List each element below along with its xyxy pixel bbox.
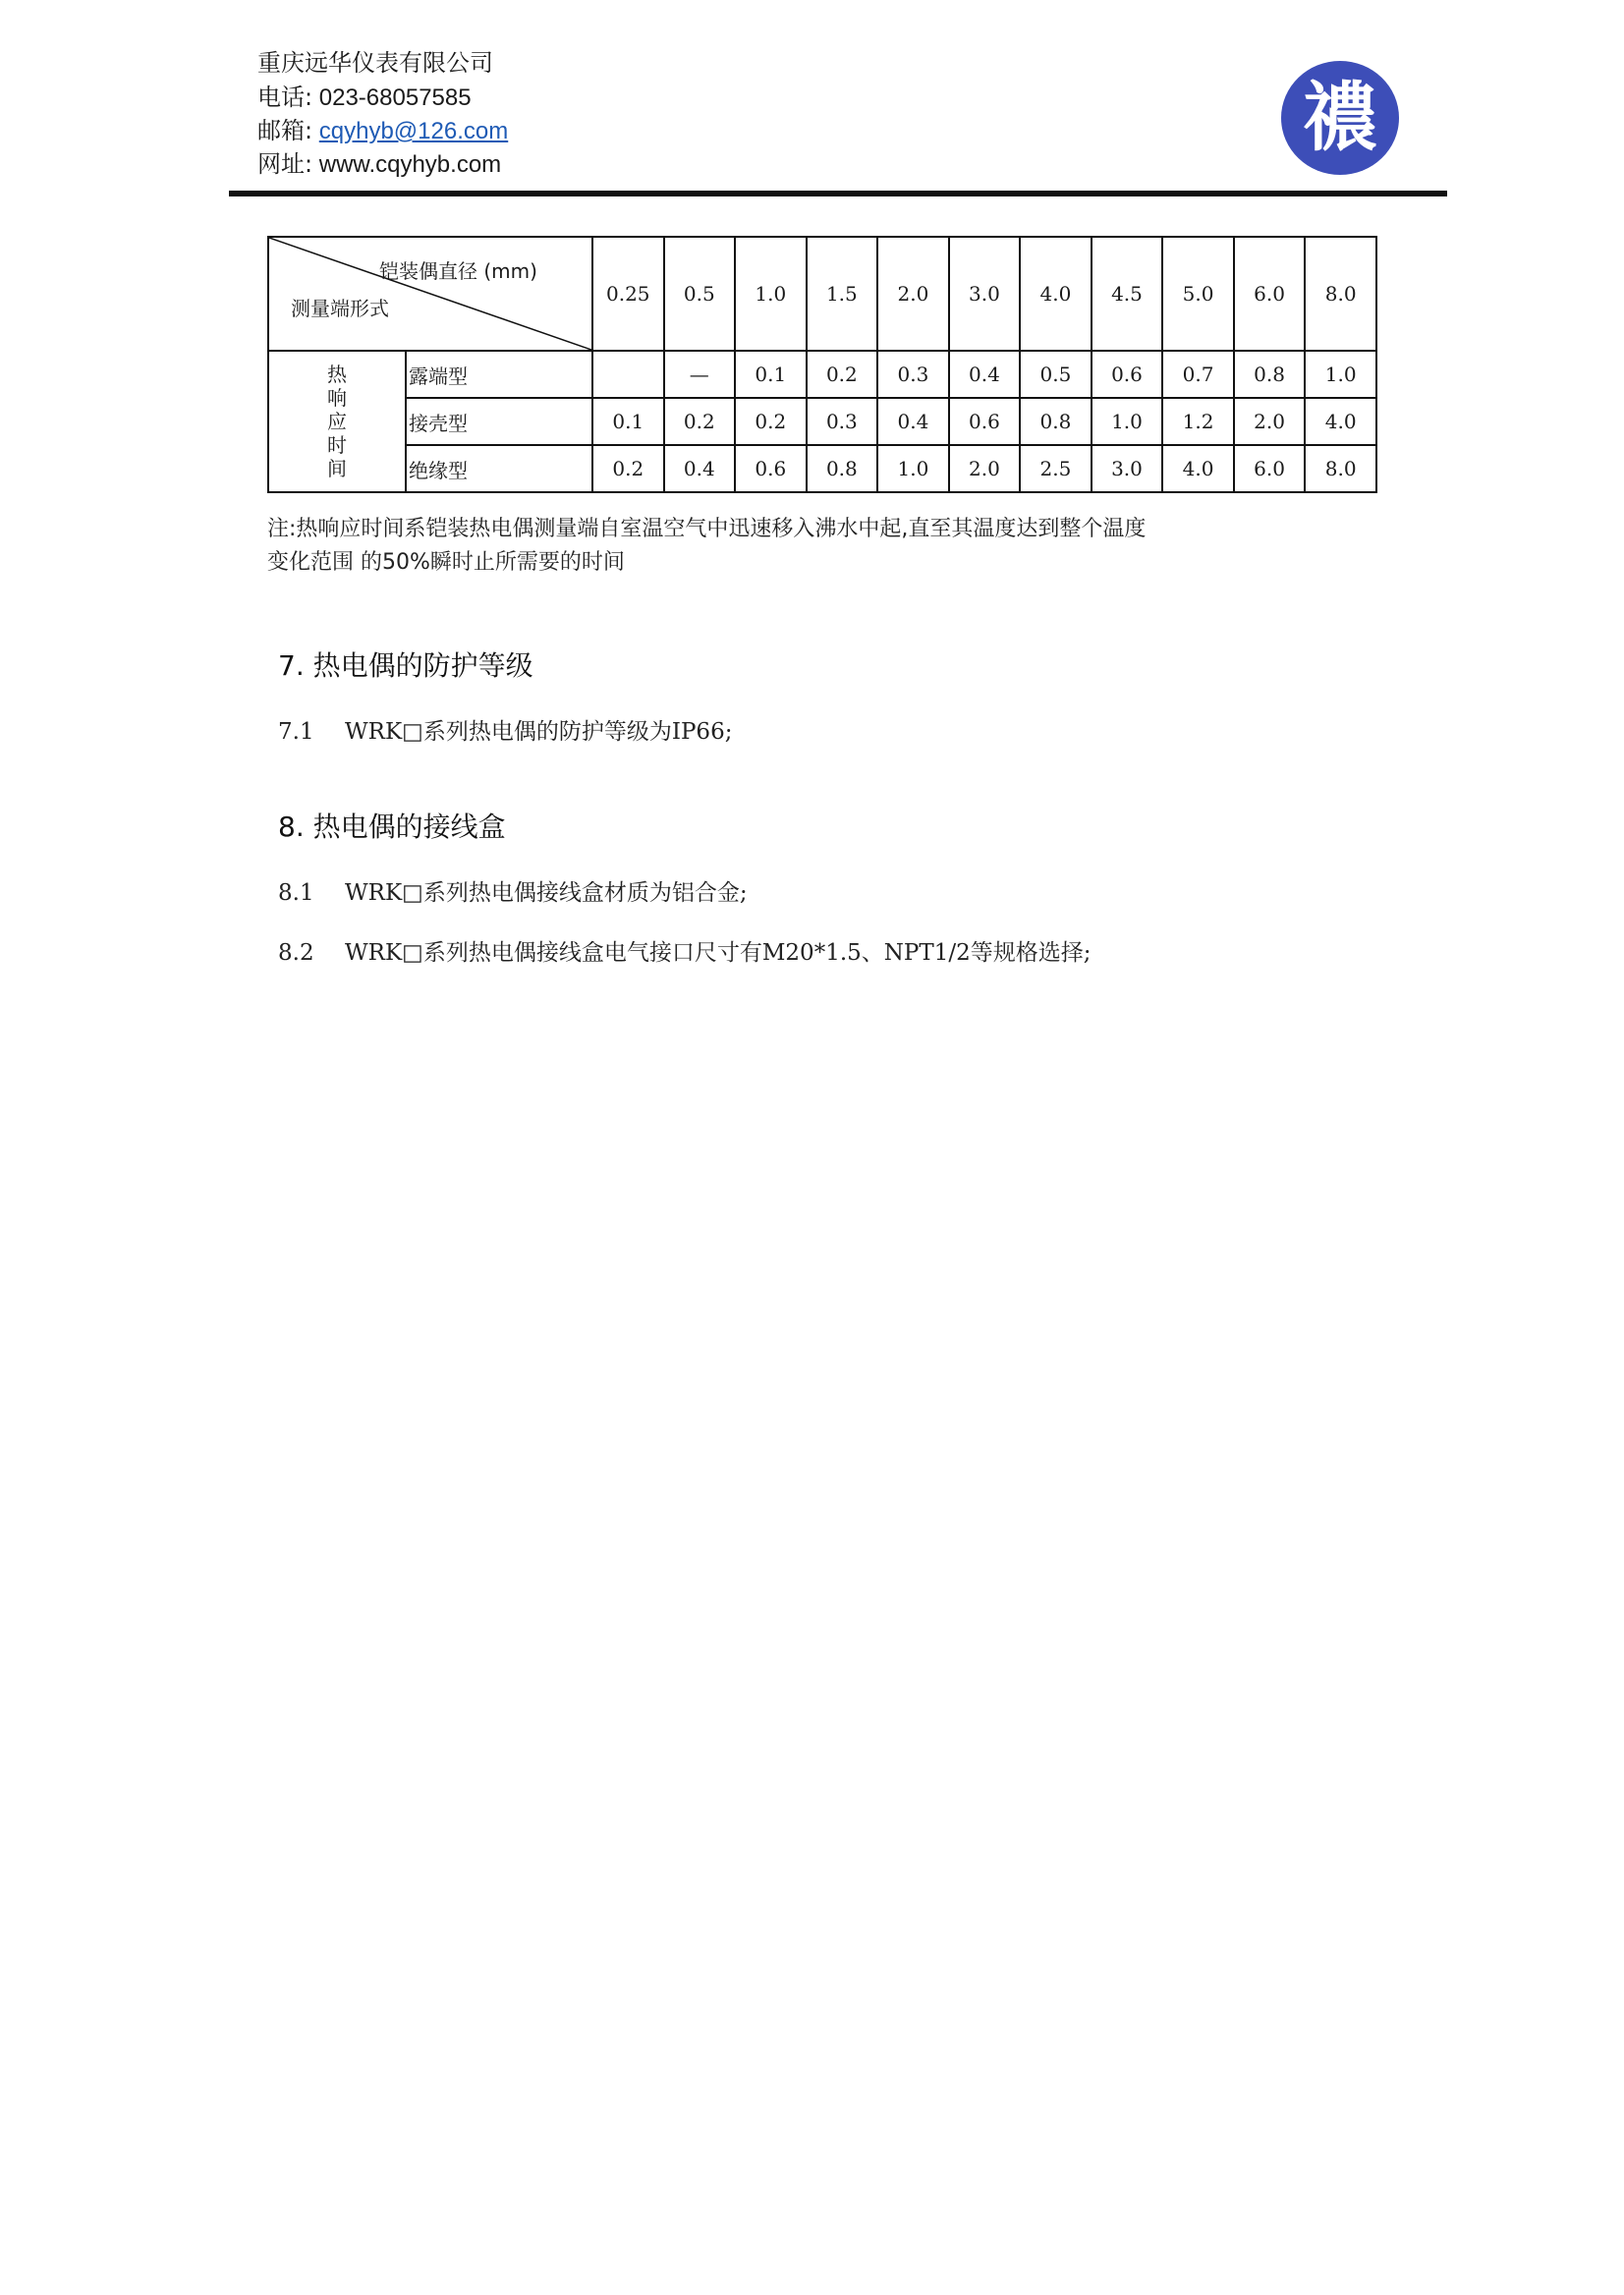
- web-line: [257, 147, 508, 181]
- value-cell: 0.2: [735, 398, 807, 445]
- value-cell: 3.0: [1092, 445, 1163, 492]
- value-cell: 0.8: [1020, 398, 1092, 445]
- value-cell: 6.0: [1234, 445, 1306, 492]
- value-cell: 8.0: [1305, 445, 1376, 492]
- web-label: 网址:: [257, 150, 313, 178]
- diameter-cell: 2.0: [877, 237, 949, 351]
- side-label-char: 响: [327, 386, 347, 410]
- email-link[interactable]: cqyhyb@126.com: [318, 118, 509, 144]
- value-cell: 0.4: [949, 351, 1021, 398]
- diameter-cell: 1.5: [807, 237, 878, 351]
- response-time-side-label: [268, 351, 406, 492]
- response-time-table: [267, 236, 1377, 493]
- side-label-char: 间: [327, 457, 347, 480]
- phone-label: 电话:: [257, 84, 313, 111]
- diameter-cell: 1.0: [735, 237, 807, 351]
- value-cell: 0.3: [877, 351, 949, 398]
- item-number: 8.1: [278, 880, 314, 906]
- diameter-cell: 3.0: [949, 237, 1021, 351]
- company-header: [257, 47, 508, 181]
- value-cell: 0.6: [1092, 351, 1163, 398]
- end-type-cell: 露端型: [406, 351, 592, 398]
- section-8-item: [278, 874, 748, 907]
- note-line: 注:热响应时间系铠装热电偶测量端自室温空气中迅速移入沸水中起,直至其温度达到整个温度: [267, 517, 1147, 541]
- side-label-char: 时: [327, 433, 347, 457]
- note-line: 变化范围 的50%瞬时止所需要的时间: [267, 550, 625, 575]
- value-cell: 0.2: [664, 398, 736, 445]
- section-8-heading: 8. 热电偶的接线盒: [278, 811, 506, 843]
- item-number: 7.1: [278, 719, 314, 745]
- side-label-char: 应: [327, 410, 347, 433]
- value-cell: 0.5: [1020, 351, 1092, 398]
- diameter-cell: 0.25: [592, 237, 664, 351]
- value-cell: 0.4: [877, 398, 949, 445]
- diameter-cell: 8.0: [1305, 237, 1376, 351]
- value-cell: 0.2: [592, 445, 664, 492]
- table-row: [268, 445, 1376, 492]
- value-cell: 0.3: [807, 398, 878, 445]
- table-note: [267, 513, 1387, 580]
- value-cell: 0.7: [1162, 351, 1234, 398]
- value-cell: 0.6: [949, 398, 1021, 445]
- table-header-row: [268, 237, 1376, 351]
- value-cell: 0.1: [735, 351, 807, 398]
- end-type-header-label: 测量端形式: [291, 297, 389, 320]
- item-text: WRK□系列热电偶接线盒电气接口尺寸有M20*1.5、NPT1/2等规格选择;: [345, 940, 1092, 966]
- phone-line: [257, 81, 508, 114]
- corner-header-cell: [268, 237, 592, 351]
- diameter-cell: 6.0: [1234, 237, 1306, 351]
- end-type-cell: 绝缘型: [406, 445, 592, 492]
- value-cell: 1.0: [1305, 351, 1376, 398]
- diameter-cell: 4.5: [1092, 237, 1163, 351]
- item-number: 8.2: [278, 940, 314, 966]
- value-cell: —: [664, 351, 736, 398]
- value-cell: 4.0: [1162, 445, 1234, 492]
- value-cell: 0.1: [592, 398, 664, 445]
- value-cell: 2.0: [1234, 398, 1306, 445]
- diameter-header-label: 铠装偶直径 (mm): [379, 259, 537, 283]
- value-cell: 1.0: [1092, 398, 1163, 445]
- diameter-cell: 4.0: [1020, 237, 1092, 351]
- logo-glyph: 禯: [1303, 74, 1377, 161]
- value-cell: 0.8: [807, 445, 878, 492]
- phone-number: 023-68057585: [318, 84, 472, 111]
- header-divider: [229, 191, 1447, 196]
- value-cell: [592, 351, 664, 398]
- side-label-char: 热: [327, 363, 347, 386]
- diameter-cell: 5.0: [1162, 237, 1234, 351]
- value-cell: 4.0: [1305, 398, 1376, 445]
- email-label: 邮箱:: [257, 117, 313, 144]
- value-cell: 0.2: [807, 351, 878, 398]
- company-name: 重庆远华仪表有限公司: [257, 50, 493, 77]
- value-cell: 0.8: [1234, 351, 1306, 398]
- value-cell: 0.6: [735, 445, 807, 492]
- table-row: [268, 398, 1376, 445]
- item-text: WRK□系列热电偶的防护等级为IP66;: [345, 719, 733, 745]
- web-address: www.cqyhyb.com: [318, 151, 502, 178]
- section-7-heading: 7. 热电偶的防护等级: [278, 649, 533, 682]
- value-cell: 0.4: [664, 445, 736, 492]
- diameter-cell: 0.5: [664, 237, 736, 351]
- end-type-cell: 接壳型: [406, 398, 592, 445]
- value-cell: 1.0: [877, 445, 949, 492]
- value-cell: 2.0: [949, 445, 1021, 492]
- value-cell: 2.5: [1020, 445, 1092, 492]
- section-7-item: [278, 713, 732, 746]
- value-cell: 1.2: [1162, 398, 1234, 445]
- company-logo: [1279, 59, 1401, 177]
- email-line: [257, 114, 508, 147]
- item-text: WRK□系列热电偶接线盒材质为铝合金;: [345, 880, 748, 906]
- section-8-item: [278, 934, 1091, 967]
- table-row: [268, 351, 1376, 398]
